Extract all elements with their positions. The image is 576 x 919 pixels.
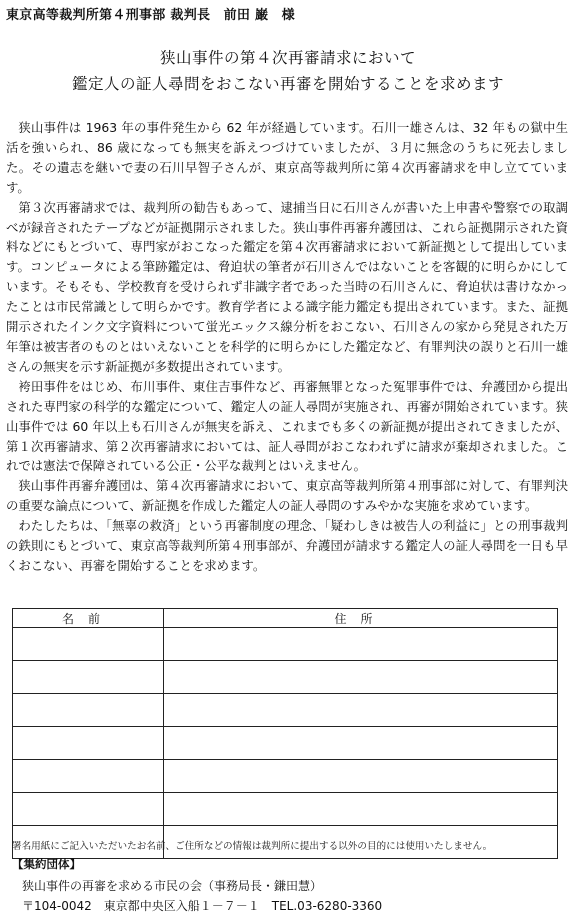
collecting-group-heading: 【集約団体】 [12,857,81,871]
signature-row [13,727,558,760]
signature-row [13,694,558,727]
signature-row [13,661,558,694]
signature-address-cell[interactable] [164,694,558,727]
title-line-1: 狭山事件の第４次再審請求において [159,49,416,67]
privacy-note: 署名用紙にご記入いただいたお名前、ご住所などの情報は裁判所に提出する以外の目的には使用いたしません。 [12,841,493,852]
petition-body [6,118,568,576]
signature-address-cell[interactable] [164,760,558,793]
name-column-header: 名前 [13,609,164,628]
body-paragraph-4: 狭山事件再審弁護団は、第４次再審請求において、東京高等裁判所第４刑事部に対して、有罪判決の重要な論点について、新証拠を作成した鑑定人の証人尋問のすみやかな実施を求めています。 [6,478,568,514]
signature-row [13,793,558,826]
address-column-header: 住所 [164,609,558,628]
signature-name-cell[interactable] [13,760,164,793]
signature-name-cell[interactable] [13,628,164,661]
title-line-2: 鑑定人の証人尋問をおこない再審を開始することを求めます [71,75,504,93]
signature-address-cell[interactable] [164,727,558,760]
signature-name-cell[interactable] [13,727,164,760]
signature-address-cell[interactable] [164,628,558,661]
signature-row [13,628,558,661]
signature-name-cell[interactable] [13,661,164,694]
body-paragraph-2: 第３次再審請求では、裁判所の勧告もあって、逮捕当日に石川さんが書いた上申書や警察での取調べが録音されたテープなどが証拠開示されました。狭山事件再審弁護団は、これら証拠開示された資料などにもとづいて、専門家がおこなった鑑定を第４次再審請求において新証拠として提出しています。コンピュータによる筆跡鑑定は、脅迫状の筆者が石川さんではないことを客観的に明らかにしています。そもそも、学校教育を受けられず非識字者であった当時の石川さんに、脅迫状は書けなかったことは市民常識として明らかです。教育学者による識字能力鑑定も提出されています。また、証拠開示されたインク文字資料について蛍光エックス線分析をおこない、石川さんの家から発見された万年筆は被害者のものとはいえないことを科学的に明らかにした鑑定など、有罪判決の誤りと石川一雄さんの無実を示す新証拠が多数提出されています。 [6,199,568,374]
body-paragraph-3: 袴田事件をはじめ、布川事件、東住吉事件など、再審無罪となった冤罪事件では、弁護団から提出された専門家の科学的な鑑定について、鑑定人の証人尋問が実施され、再審が開始されています。狭山事件では 60 年以上も石川さんが無実を訴え、これまでも多くの新証拠が提出されてきましたが、第１次再審請求、第２次再審請求においては、証人尋問がおこなわれずに請求が棄却されました。これでは憲法で保障されている公正・公平な裁判とはいえません。 [6,378,568,474]
body-paragraph-1: 狭山事件は 1963 年の事件発生から 62 年が経過しています。石川一雄さんは、32 年もの獄中生活を強いられ、86 歳になっても無実を訴えつづけていましたが、３月に無念のうちに死去しました。その遺志を継いで妻の石川早智子さんが、東京高等裁判所に第４次再審請求を申し立てています。 [6,120,568,195]
signature-table [12,608,558,859]
signature-address-cell[interactable] [164,661,558,694]
signature-name-cell[interactable] [13,793,164,826]
body-paragraph-5: わたしたちは、「無辜の救済」という再審制度の理念、「疑わしきは被告人の利益に」との刑事裁判の鉄則にもとづいて、東京高等裁判所第４刑事部が、弁護団が請求する鑑定人の証人尋問を一日も早くおこない、再審を開始することを求めます。 [6,518,568,573]
signature-row [13,760,558,793]
organization-name: 狭山事件の再審を求める市民の会（事務局長・鎌田慧） [22,879,323,893]
signature-rows [13,628,558,859]
addressee-line: 東京高等裁判所第４刑事部 裁判長 前田 巌 様 [6,8,295,23]
signature-address-cell[interactable] [164,793,558,826]
signature-table-header [13,609,558,628]
signature-name-cell[interactable] [13,694,164,727]
organization-address: 〒104-0042 東京都中央区入船１－７－１ TEL.03-6280-3360 [22,899,383,913]
